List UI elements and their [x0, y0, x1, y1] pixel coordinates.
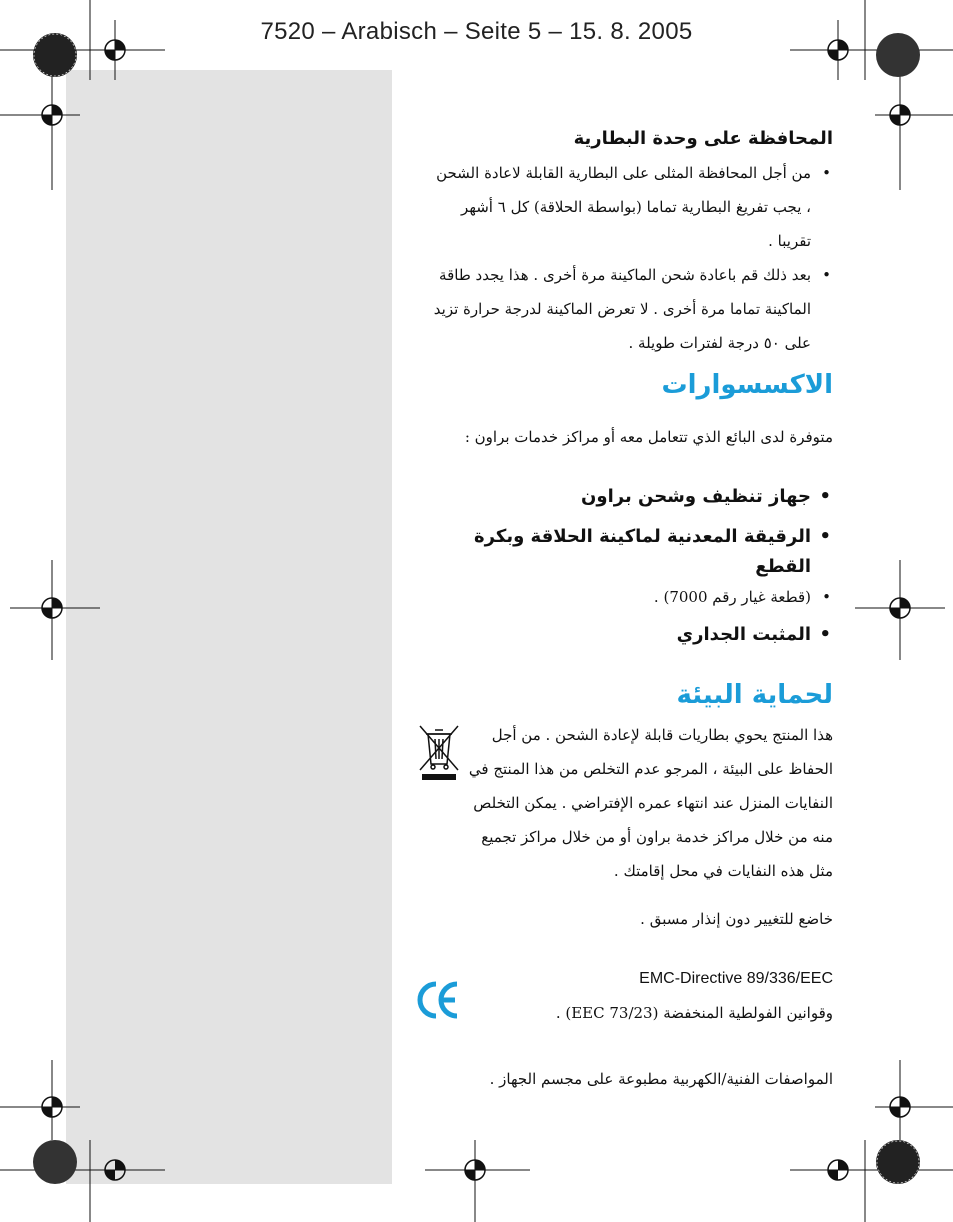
- change-notice: خاضع للتغيير دون إنذار مسبق .: [640, 910, 833, 928]
- crossed-out-wheelie-bin-icon: [418, 722, 460, 782]
- environment-heading: لحماية البيئة: [676, 680, 833, 710]
- page-header: 7520 – Arabisch – Seite 5 – 15. 8. 2005: [260, 18, 693, 45]
- specs-note: المواصفات الفنية/الكهربية مطبوعة على مجسم الجهاز .: [489, 1070, 833, 1088]
- ce-mark-icon: [416, 980, 460, 1020]
- list-item: • من أجل المحافظة المثلى على البطارية القابلة لاعادة الشحن ، يجب تفريغ البطارية تماما (بواسطة الحلاقة) كل ٦ أشهر تقريبا .: [433, 156, 833, 258]
- accessories-heading: الاكسسوارات: [661, 370, 833, 400]
- list-item: • المثبت الجداري: [413, 620, 833, 650]
- list-item-sub: • (قطعة غيار رقم 7000) .: [413, 582, 833, 612]
- accessories-intro: متوفرة لدى البائع الذي تتعامل معه أو مراكز خدمات براون :: [464, 428, 833, 446]
- list-item: • بعد ذلك قم باعادة شحن الماكينة مرة أخرى . هذا يجدد طاقة الماكينة تماما مرة أخرى . لا تعرض الماكينة لدرجة حرارة تزيد على ٥٠ درجة لفترات طويلة .: [433, 258, 833, 360]
- battery-heading: المحافظة على وحدة البطارية: [573, 128, 833, 149]
- emc-directive: EMC-Directive 89/336/EEC: [639, 970, 833, 987]
- environment-text: هذا المنتج يحوي بطاريات قابلة لإعادة الشحن . من أجل الحفاظ على البيئة ، المرجو عدم التخلص من هذا المنتج في النفايات المنزل عند انتهاء عمره الإفتراضي . يمكن التخلص منه من خلال مراكز خدمة براون أو من خلال مراكز تجميع مثل هذه النفايات في محل إقامتك .: [468, 726, 833, 880]
- list-item: • جهاز تنظيف وشحن براون: [413, 482, 833, 512]
- list-item: • الرقيقة المعدنية لماكينة الحلاقة وبكرة القطع: [413, 522, 833, 582]
- low-voltage-text: وقوانين الفولطية المنخفضة (73/23 EEC) .: [555, 1004, 833, 1022]
- accessories-list: [413, 482, 833, 650]
- battery-list: [433, 156, 833, 360]
